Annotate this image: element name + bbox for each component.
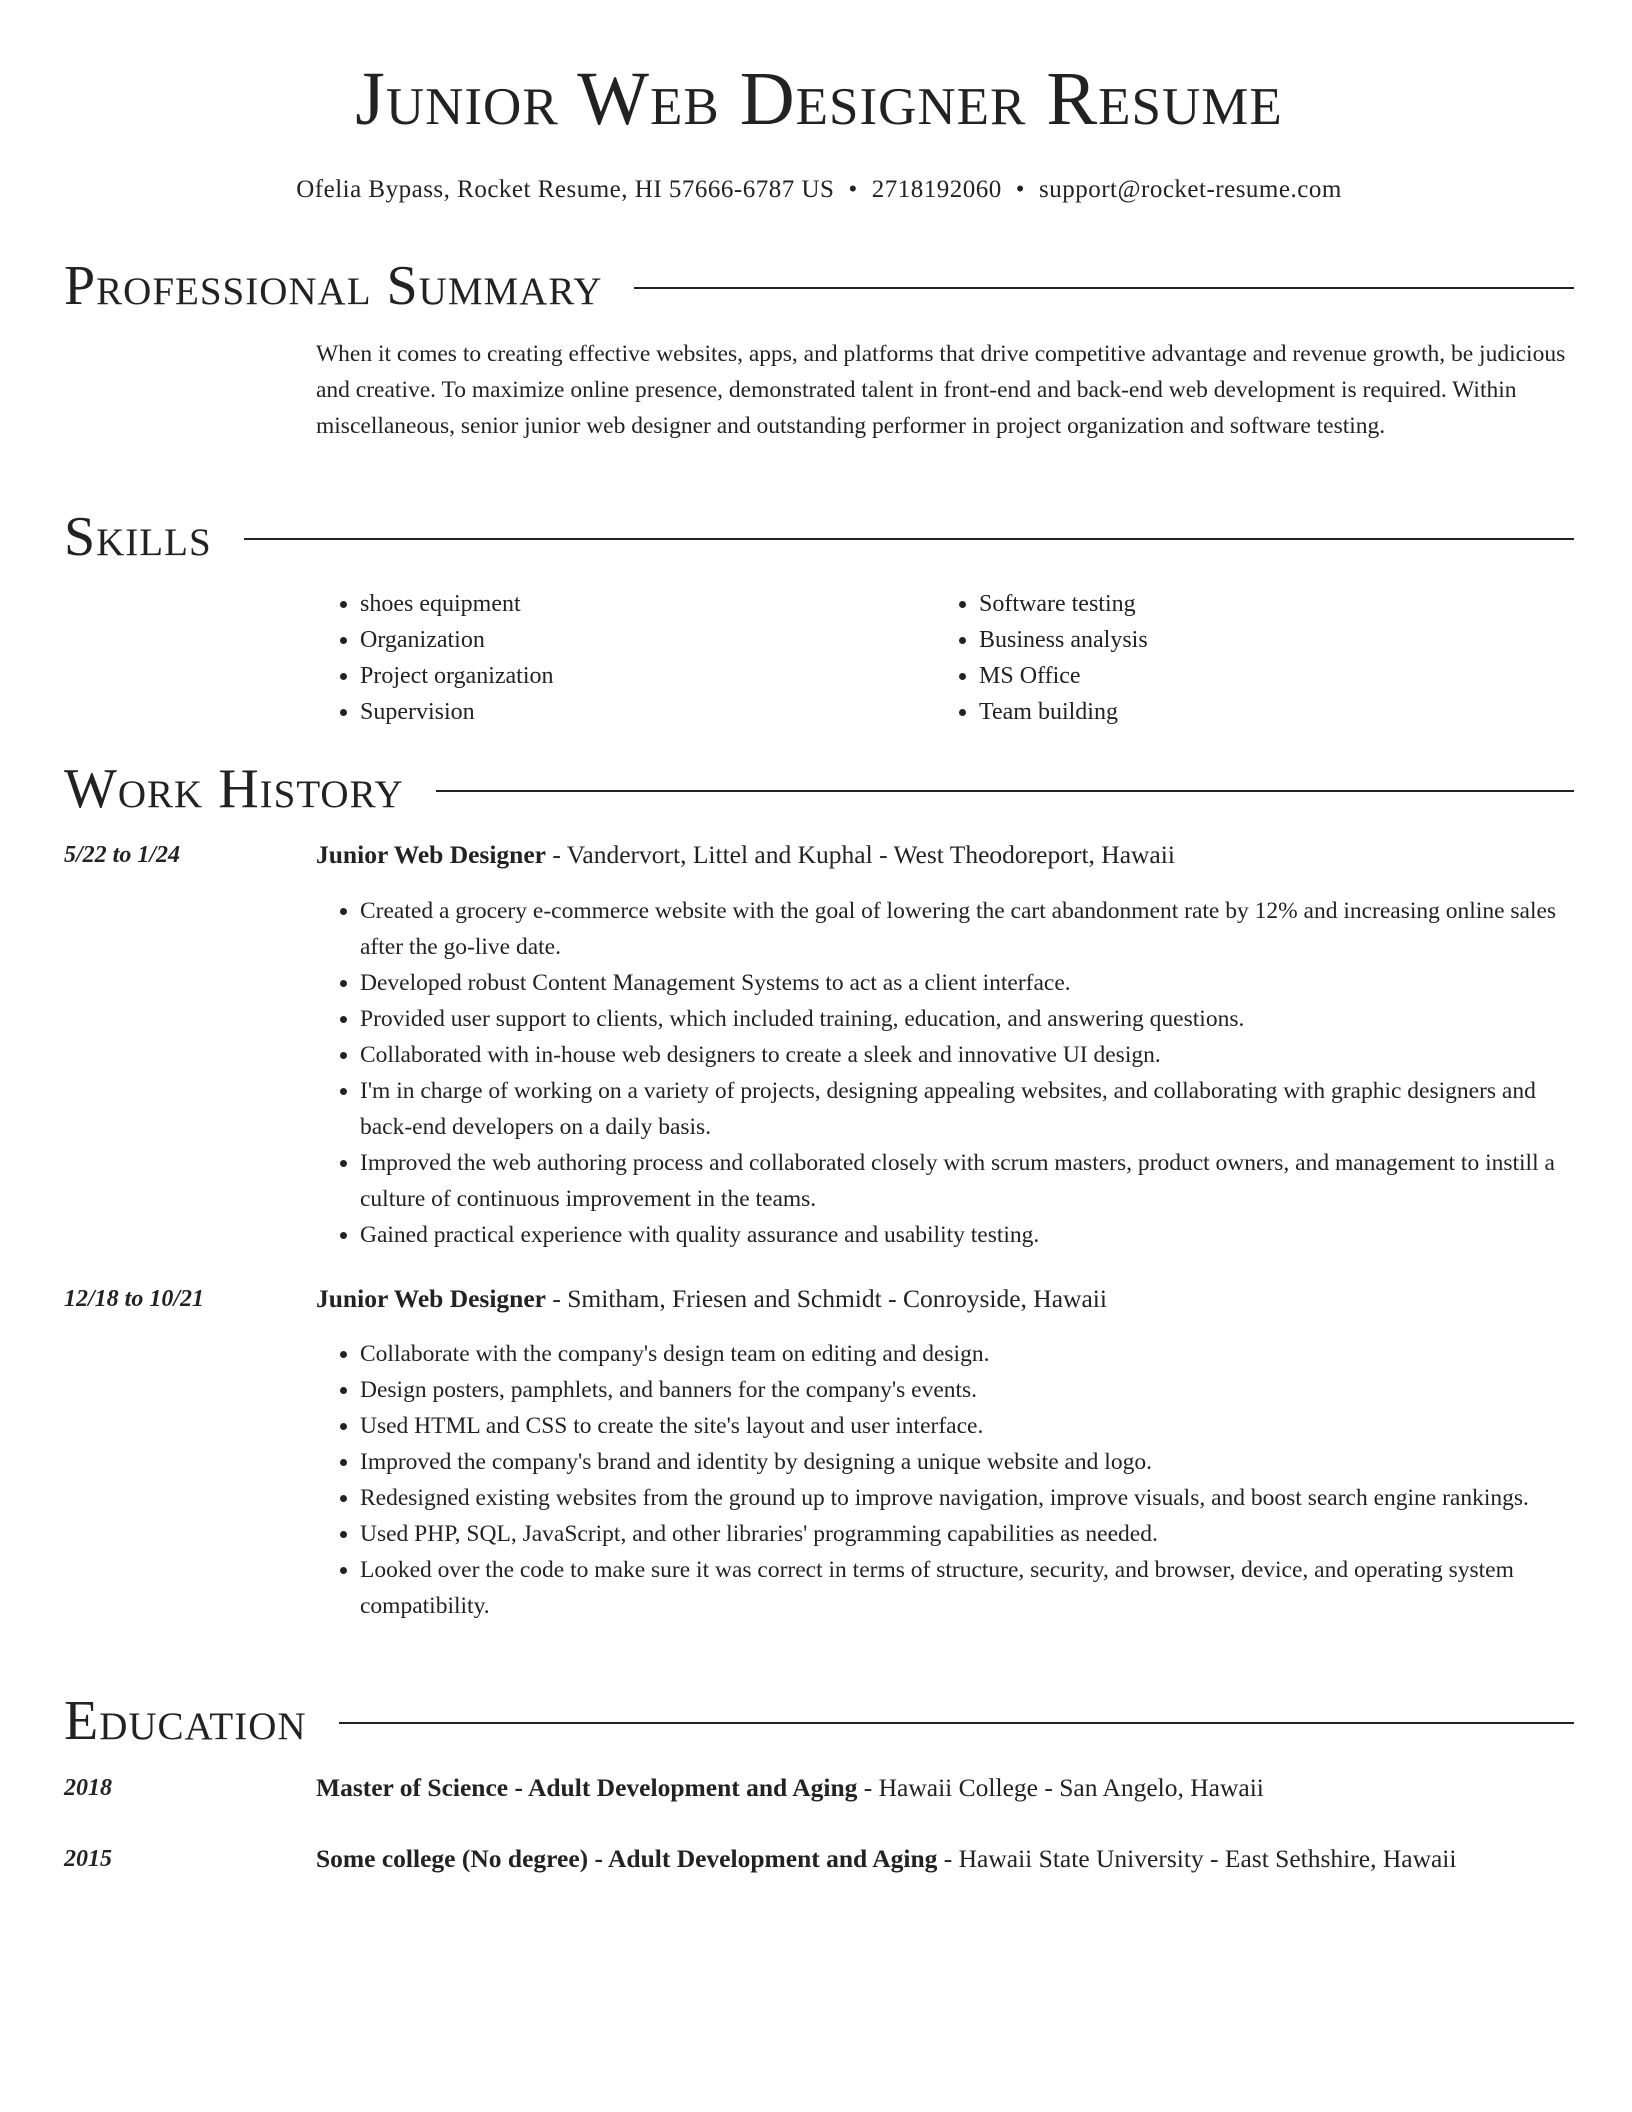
education-school: - Hawaii State University - East Sethshire, Hawaii <box>937 1844 1457 1873</box>
section-divider <box>244 538 1574 540</box>
education-entry <box>316 1773 1574 1803</box>
skills-heading-row <box>64 506 1574 568</box>
phone: 2718192060 <box>871 176 1002 203</box>
education-heading: Education <box>64 1690 307 1752</box>
job-bullet: • I'm in charge of working on a variety of projects, designing appealing websites, and collaborating with graphic designers and back-end developers on a daily basis. <box>360 1073 1574 1145</box>
education-degree: Some college (No degree) - Adult Development and Aging <box>316 1844 938 1873</box>
job-bullet: • Created a grocery e-commerce website with the goal of lowering the cart abandonment rate by 12% and increasing online sales after the go-live date. <box>360 893 1574 965</box>
job-bullet: • Developed robust Content Management Systems to act as a client interface. <box>360 965 1574 1001</box>
email: support@rocket-resume.com <box>1038 176 1342 203</box>
skills-list <box>316 586 1574 730</box>
job-bullet: • Design posters, pamphlets, and banners for the company's events. <box>360 1372 1574 1408</box>
skill-item: • Organization <box>360 622 935 658</box>
education-school: - Hawaii College - San Angelo, Hawaii <box>857 1773 1264 1802</box>
job-dates: 12/18 to 10/21 <box>64 1286 205 1312</box>
skills-column-left <box>316 586 935 730</box>
job-bullet: • Gained practical experience with quality assurance and usability testing. <box>360 1217 1574 1253</box>
job-dates: 5/22 to 1/24 <box>64 842 181 868</box>
skill-item: • Team building <box>979 694 1554 730</box>
summary-heading: Professional Summary <box>64 255 603 317</box>
skills-column-right <box>935 586 1554 730</box>
summary-text: When it comes to creating effective websites, apps, and platforms that drive competitive advantage and revenue growth, be judicious and creative. To maximize online presence, demonstrated talent in front-end and back-end web development is required. Within miscellaneous, senior junior web designer and outstanding performer in project organization and software testing. <box>316 341 1566 439</box>
job-bullet: • Looked over the code to make sure it was correct in terms of structure, security, and browser, device, and operating system compatibility. <box>360 1552 1574 1624</box>
job-bullets <box>316 893 1574 1253</box>
job-bullet: • Collaborated with in-house web designers to create a sleek and innovative UI design. <box>360 1037 1574 1073</box>
job-employer: - Smitham, Friesen and Schmidt - Conroyside, Hawaii <box>546 1284 1107 1313</box>
job-bullet: • Used PHP, SQL, JavaScript, and other libraries' programming capabilities as needed. <box>360 1516 1574 1552</box>
resume-title: Junior Web Designer Resume <box>355 57 1283 141</box>
job-title: Junior Web Designer <box>316 1284 546 1313</box>
job-header <box>316 1284 1574 1314</box>
job-bullet: • Redesigned existing websites from the ground up to improve navigation, improve visuals, and boost search engine rankings. <box>360 1480 1574 1516</box>
job-bullet: • Improved the company's brand and identity by designing a unique website and logo. <box>360 1444 1574 1480</box>
section-divider <box>339 1722 1574 1724</box>
section-divider <box>634 287 1574 289</box>
work-heading: Work History <box>64 758 404 820</box>
job-bullet: • Provided user support to clients, which included training, education, and answering questions. <box>360 1001 1574 1037</box>
section-divider <box>436 790 1574 792</box>
address: Ofelia Bypass, Rocket Resume, HI 57666-6787 US <box>296 176 835 203</box>
skill-item: • Supervision <box>360 694 935 730</box>
job-bullet: • Improved the web authoring process and collaborated closely with scrum masters, product owners, and management to instill a culture of continuous improvement in the teams. <box>360 1145 1574 1217</box>
skill-item: • Project organization <box>360 658 935 694</box>
job-employer: - Vandervort, Littel and Kuphal - West Theodoreport, Hawaii <box>546 840 1175 869</box>
education-heading-row <box>64 1690 1574 1752</box>
education-degree: Master of Science - Adult Development and Aging <box>316 1773 858 1802</box>
education-year: 2018 <box>64 1775 112 1801</box>
work-heading-row <box>64 758 1574 820</box>
education-year: 2015 <box>64 1846 112 1872</box>
job-header <box>316 840 1574 870</box>
job-bullets <box>316 1336 1574 1624</box>
job-title: Junior Web Designer <box>316 840 546 869</box>
skill-item: • Software testing <box>979 586 1554 622</box>
skill-item: • MS Office <box>979 658 1554 694</box>
skill-item: • shoes equipment <box>360 586 935 622</box>
separator: • <box>848 176 858 203</box>
education-entry <box>316 1844 1574 1874</box>
separator: • <box>1015 176 1025 203</box>
summary-heading-row <box>64 255 1574 317</box>
job-bullet: • Used HTML and CSS to create the site's layout and user interface. <box>360 1408 1574 1444</box>
contact-line <box>64 176 1574 204</box>
job-bullet: • Collaborate with the company's design team on editing and design. <box>360 1336 1574 1372</box>
skill-item: • Business analysis <box>979 622 1554 658</box>
skills-heading: Skills <box>64 506 212 568</box>
